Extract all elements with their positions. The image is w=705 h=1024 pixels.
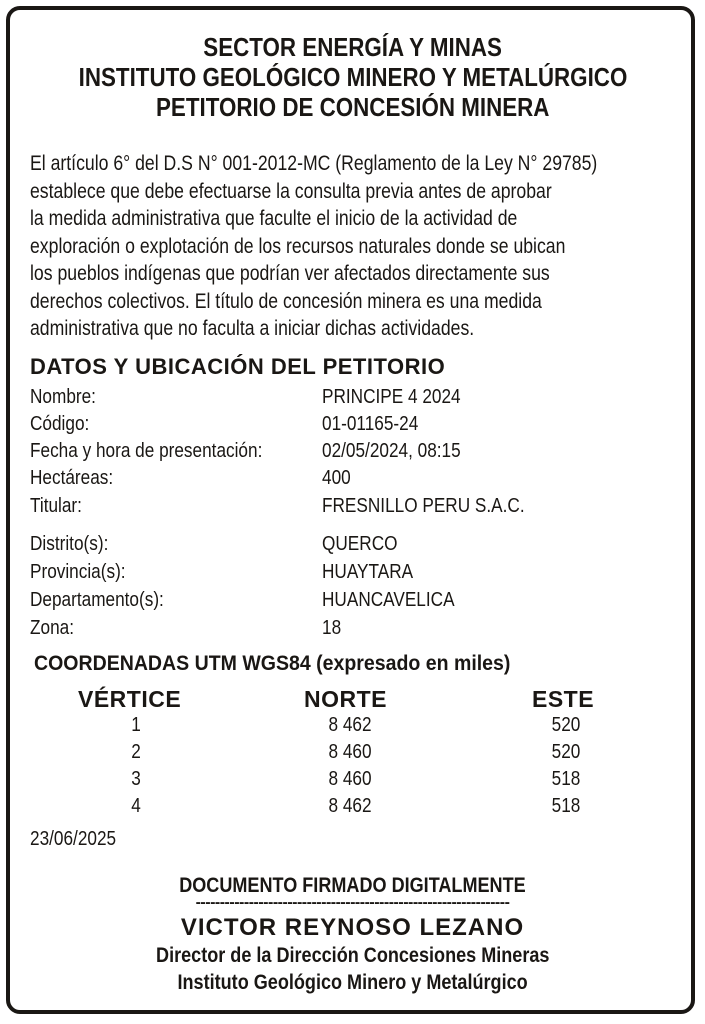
header-line-2	[0, 62, 705, 92]
signatory-name-text: VICTOR REYNOSO LEZANO	[180, 914, 525, 941]
vertice-cell: 3	[131, 768, 141, 790]
este-cell: 518	[551, 795, 581, 817]
datos-row-hectareas	[30, 465, 351, 491]
header-este: ESTE	[532, 686, 595, 712]
datos-section-title: DATOS Y UBICACIÓN DEL PETITORIO	[30, 354, 446, 379]
este-cell: 518	[551, 768, 581, 790]
datos-row-departamento	[30, 587, 455, 613]
norte-cell: 8 460	[328, 768, 372, 790]
signatory-position	[0, 944, 705, 968]
datos-value: 400	[322, 467, 351, 489]
datos-label: Fecha y hora de presentación:	[30, 440, 263, 462]
intro-paragraph	[30, 150, 677, 343]
signature-divider	[0, 894, 705, 912]
datos-label: Distrito(s):	[30, 533, 109, 555]
vertice-cell: 4	[131, 795, 141, 817]
datos-row-titular	[30, 493, 525, 519]
intro-line: exploración o explotación de los recursos naturales donde se ubican	[30, 234, 566, 258]
datos-label: Zona:	[30, 617, 74, 639]
vertice-cell: 1	[131, 714, 141, 736]
datos-value: 01-01165-24	[322, 413, 419, 435]
signatory-institution-text: Instituto Geológico Minero y Metalúrgico	[177, 971, 528, 994]
datos-row-zona	[30, 615, 342, 641]
intro-line: la medida administrativa que faculte el inicio de la actividad de	[30, 207, 518, 230]
header-line-3	[0, 92, 705, 122]
datos-row-nombre	[30, 384, 461, 410]
signatory-name	[0, 914, 705, 942]
datos-label: Provincia(s):	[30, 561, 126, 583]
signatory-position-text: Director de la Dirección Concesiones Mineras	[155, 944, 550, 967]
este-cell: 520	[551, 741, 581, 763]
datos-value: 02/05/2024, 08:15	[322, 440, 461, 462]
datos-row-codigo	[30, 411, 419, 437]
header-vertice: VÉRTICE	[78, 686, 182, 712]
datos-label: Departamento(s):	[30, 589, 164, 611]
header-line-1	[0, 32, 705, 62]
intro-line: establece que debe efectuarse la consulta previa antes de aprobar	[30, 179, 552, 203]
signature-dashes: -----------------------------------------------------------------	[195, 894, 510, 911]
signed-digitally-text: DOCUMENTO FIRMADO DIGITALMENTE	[179, 874, 526, 897]
intro-line: los pueblos indígenas que podrían ver afectados directamente sus	[30, 262, 550, 285]
norte-cell: 8 460	[328, 741, 372, 763]
datos-value: HUANCAVELICA	[322, 589, 455, 611]
norte-cell: 8 462	[328, 714, 372, 736]
coordenadas-title	[34, 652, 546, 676]
este-cell: 520	[551, 714, 581, 736]
norte-cell: 8 462	[328, 795, 372, 817]
datos-row-fecha	[30, 438, 461, 464]
vertice-cell: 2	[131, 741, 141, 763]
header	[0, 32, 705, 122]
signatory-institution	[0, 971, 705, 995]
datos-value: FRESNILLO PERU S.A.C.	[322, 495, 525, 517]
datos-label: Nombre:	[30, 386, 96, 408]
datos-value: HUAYTARA	[322, 561, 414, 583]
header-norte: NORTE	[304, 686, 387, 712]
header-line-3-text: PETITORIO DE CONCESIÓN MINERA	[155, 92, 550, 122]
header-line-2-text: INSTITUTO GEOLÓGICO MINERO Y METALÚRGICO	[78, 62, 627, 92]
intro-line: derechos colectivos. El título de concesión minera es una medida	[30, 289, 542, 313]
datos-value: QUERCO	[322, 533, 398, 555]
datos-value: 18	[322, 617, 342, 639]
datos-row-distrito	[30, 531, 398, 557]
intro-line: administrativa que no faculta a iniciar dichas actividades.	[30, 317, 475, 340]
datos-value: PRINCIPE 4 2024	[322, 386, 461, 408]
datos-row-provincia	[30, 559, 414, 585]
intro-line: El artículo 6° del D.S N° 001-2012-MC (Reglamento de la Ley N° 29785)	[30, 152, 598, 175]
datos-label: Hectáreas:	[30, 467, 114, 489]
document-date: 23/06/2025	[30, 828, 117, 850]
header-line-1-text: SECTOR ENERGÍA Y MINAS	[203, 32, 502, 62]
coordenadas-title-text: COORDENADAS UTM WGS84 (expresado en miles)	[34, 652, 511, 675]
datos-label: Titular:	[30, 495, 82, 517]
datos-label: Código:	[30, 413, 90, 435]
